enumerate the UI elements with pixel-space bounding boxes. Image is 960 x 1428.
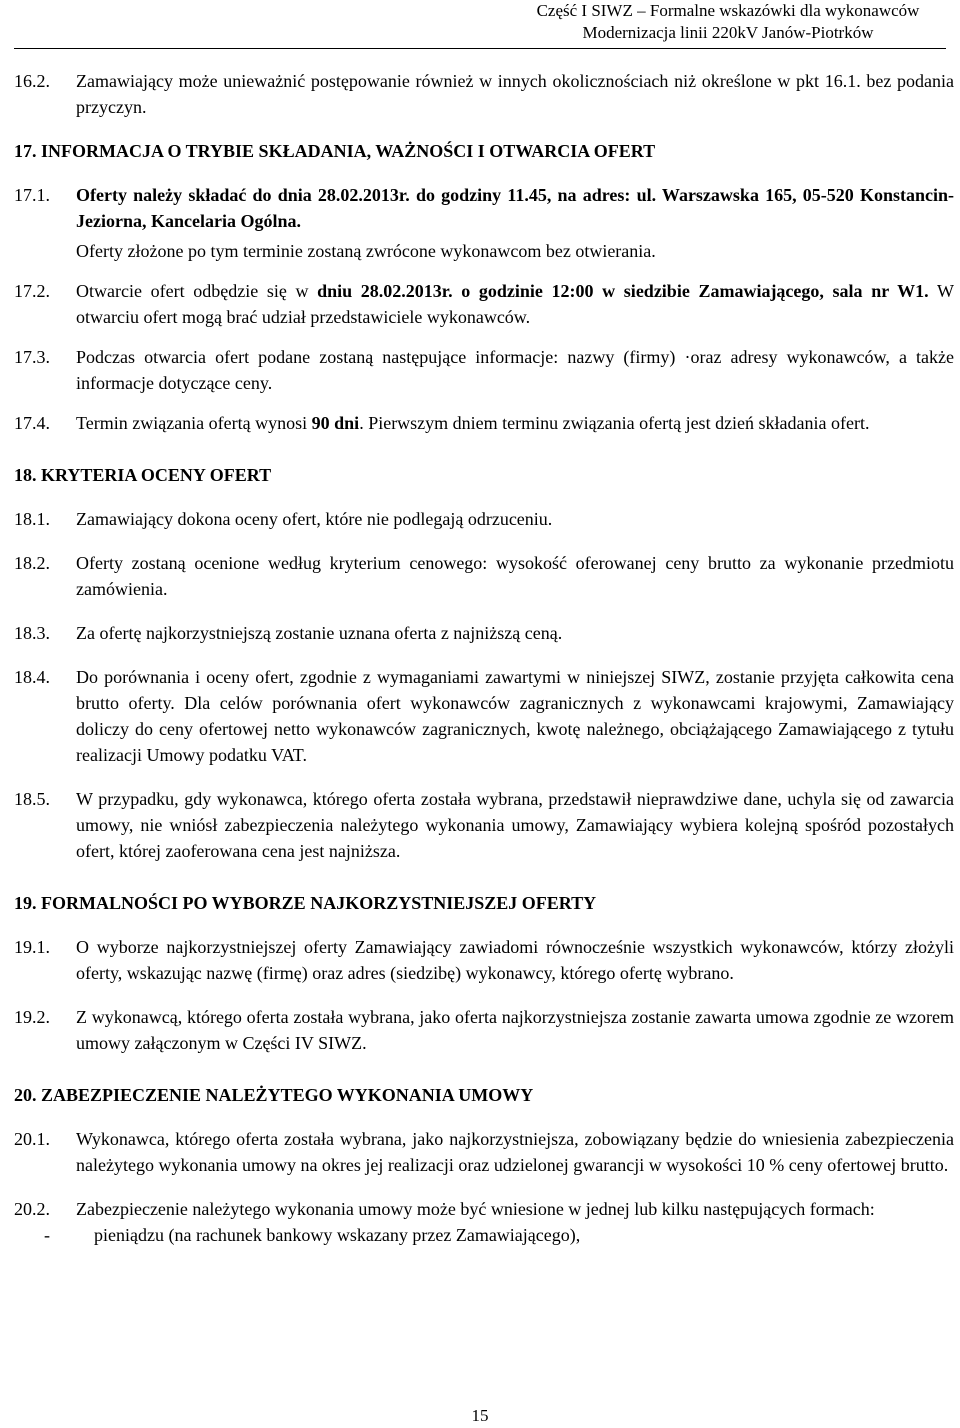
header-title: Część I SIWZ – Formalne wskazówki dla wykonawców (536, 1, 920, 20)
section-heading-19: 19. FORMALNOŚCI PO WYBORZE NAJKORZYSTNIEJSZEJ OFERTY (14, 893, 597, 913)
paragraph-text: Otwarcie ofert odbędzie się w (76, 281, 318, 301)
paragraph-text: W otwarciu ofert mogą brać udział przedstawiciele wykonawców. (76, 281, 954, 327)
paragraph-text: W przypadku, gdy wykonawca, którego oferta została wybrana, przedstawił nieprawdziwe dane, uchyla się od zawarcia umowy, nie wniósł zabezpieczenia należytego wykonania umowy, Zamawiający wybiera kolejną spośród pozostałych ofert, której zaoferowana cena jest najniższa. (76, 789, 954, 861)
paragraph-number: 19.2. (14, 1007, 50, 1027)
header-subtitle: Modernizacja linii 220kV Janów-Piotrków (582, 23, 874, 42)
paragraph-19-2 (14, 1004, 954, 1056)
paragraph-number: 18.1. (14, 509, 50, 529)
paragraph-text: Oferty zostaną ocenione według kryterium cenowego: wysokość oferowanej ceny brutto za wykonanie przedmiotu zamówienia. (76, 553, 954, 599)
paragraph-number: 18.2. (14, 553, 50, 573)
paragraph-number: 17.4. (14, 413, 50, 433)
paragraph-text: Zabezpieczenie należytego wykonania umowy może być wniesione w jednej lub kilku następujących formach: (76, 1199, 875, 1219)
paragraph-18-3 (14, 620, 954, 646)
paragraph-text: O wyborze najkorzystniejszej oferty Zamawiający zawiadomi równocześnie wszystkich wykonawców, którzy złożyli oferty, wskazując nazwę (firmę) oraz adres (siedzibę) wykonawcy, którego ofertę wybrano. (76, 937, 954, 983)
page-header (518, 0, 938, 44)
paragraph-number: 16.2. (14, 71, 50, 91)
paragraph-number: 17.2. (14, 281, 50, 301)
document-body (14, 68, 954, 1248)
paragraph-text: Za ofertę najkorzystniejszą zostanie uznana oferta z najniższą ceną. (76, 623, 563, 643)
paragraph-bold-text: dniu 28.02.2013r. o godzinie 12:00 w siedzibie Zamawiającego, sala nr W1. (317, 281, 929, 301)
paragraph-19-1 (14, 934, 954, 986)
paragraph-text: Zamawiający może unieważnić postępowanie również w innych okolicznościach niż określone w pkt 16.1. bez podania przyczyn. (76, 71, 954, 117)
paragraph-number: 18.5. (14, 789, 50, 809)
paragraph-18-5 (14, 786, 954, 864)
paragraph-text: Podczas otwarcia ofert podane zostaną następujące informacje: nazwy (firmy) ·oraz adresy wykonawców, a także informacje dotyczące ceny. (76, 347, 954, 393)
paragraph-text: Termin związania ofertą wynosi (76, 413, 312, 433)
list-item-text: pieniądzu (na rachunek bankowy wskazany przez Zamawiającego), (94, 1225, 581, 1245)
list-dash: - (44, 1225, 50, 1245)
paragraph-subtext: Oferty złożone po tym terminie zostaną zwrócone wykonawcom bez otwierania. (76, 241, 656, 261)
paragraph-20-1 (14, 1126, 954, 1178)
paragraph-17-1 (14, 182, 954, 264)
header-divider (14, 48, 946, 49)
paragraph-bold-text: Oferty należy składać do dnia 28.02.2013r. do godziny 11.45, na adres: ul. Warszawska 165, 05-520 Konstancin-Jeziorna, Kancelaria Ogólna. (76, 185, 954, 231)
paragraph-text: Z wykonawcą, którego oferta została wybrana, jako oferta najkorzystniejsza zostanie zawarta umowa zgodnie ze wzorem umowy załączonym w Części IV SIWZ. (76, 1007, 954, 1053)
paragraph-17-2 (14, 278, 954, 330)
paragraph-text: . Pierwszym dniem terminu związania ofertą jest dzień składania ofert. (359, 413, 870, 433)
paragraph-17-4 (14, 410, 954, 436)
paragraph-number: 18.3. (14, 623, 50, 643)
section-heading-17: 17. INFORMACJA O TRYBIE SKŁADANIA, WAŻNOŚCI I OTWARCIA OFERT (14, 141, 656, 161)
section-heading-18: 18. KRYTERIA OCENY OFERT (14, 465, 272, 485)
paragraph-20-2 (14, 1196, 954, 1222)
paragraph-bold-text: 90 dni (311, 413, 360, 433)
paragraph-18-2 (14, 550, 954, 602)
page-number: 15 (471, 1406, 489, 1425)
paragraph-number: 20.1. (14, 1129, 50, 1149)
paragraph-number: 19.1. (14, 937, 50, 957)
paragraph-number: 17.3. (14, 347, 50, 367)
paragraph-text: Wykonawca, którego oferta została wybrana, jako najkorzystniejsza, zobowiązany będzie do wniesienia zabezpieczenia należytego wykonania umowy na okres jej realizacji oraz udzielonej gwarancji w wysokości 10 % ceny ofertowej brutto. (76, 1129, 954, 1175)
paragraph-number: 17.1. (14, 185, 50, 205)
paragraph-18-4 (14, 664, 954, 768)
paragraph-18-1 (14, 506, 954, 532)
paragraph-number: 20.2. (14, 1199, 50, 1219)
paragraph-number: 18.4. (14, 667, 50, 687)
paragraph-text: Zamawiający dokona oceny ofert, które nie podlegają odrzuceniu. (76, 509, 553, 529)
section-heading-20: 20. ZABEZPIECZENIE NALEŻYTEGO WYKONANIA UMOWY (14, 1085, 534, 1105)
paragraph-17-3 (14, 344, 954, 396)
paragraph-16-2 (14, 68, 954, 120)
paragraph-text: Do porównania i oceny ofert, zgodnie z wymaganiami zawartymi w niniejszej SIWZ, zostanie przyjęta całkowita cena brutto oferty. Dla celów porównania ofert wykonawców zagranicznych z wykonawcami krajowymi, Zamawiający doliczy do ceny ofertowej netto wykonawców zagranicznych, kwotę należnego, obciążającego Zamawiającego z tytułu realizacji Umowy podatku VAT. (76, 667, 954, 765)
list-item (14, 1222, 954, 1248)
